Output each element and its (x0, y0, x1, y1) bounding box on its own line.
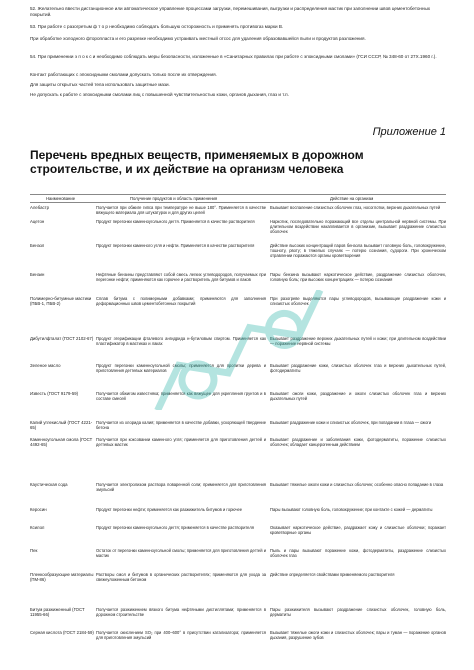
substance-effect: Вызывает воспаление слизистых оболочек глаз, носоглотки, верхних дыхательных путей (270, 205, 441, 210)
substance-use: Продукт перегонки каменного угля и нефти. Применяется в качестве растворителя (96, 243, 255, 248)
substance-effect: Вызывает раздражение кожи и слизистых оболочек, при попадании в глаза — ожоги (270, 420, 432, 425)
substance-use: Продукт этерификации фталевого ангидрида н-бутиловым спиртом. Применяется как пластификатор в мастиках и лаках (96, 336, 266, 347)
substance-name: Битум разжиженный (ГОСТ 11955-66) (30, 607, 85, 618)
substance-name: Калий углекислый (ГОСТ 4221-65) (30, 420, 93, 431)
substance-effect: Вызывает ожоги кожи, раздражение и ожоги слизистых оболочек глаз и верхних дыхательных путей (270, 391, 446, 402)
substance-effect: Вызывает раздражение и заболевания кожи, фотодерматиты, поражение слизистых оболочек; обладает канцерогенным действием (270, 437, 446, 448)
substance-name: Ксилол (30, 525, 45, 530)
substance-name: Бензин (30, 272, 45, 277)
intro-paragraph: При обработке холодного фторопласта и его разрезке необходимо устраивать местный отсос для удаления образовавшейся пыли и продуктов разложения. (30, 36, 366, 41)
appendix-label: Приложение 1 (372, 126, 446, 138)
substance-name: Алебастр (30, 205, 49, 210)
intro-paragraph: 52. Желательно ввести дистанционное или автоматическое управление процессами загрузки, перемешивания, выгрузки и распределения мастик при заполнении швов цементобетонных покрытий. (30, 6, 431, 17)
substance-effect: Пыль и пары вызывают поражение кожи, фотодерматиты, раздражение слизистых оболочек глаз (270, 548, 446, 559)
substance-name: Ацетон (30, 219, 45, 224)
intro-paragraph: Не допускать к работе с эпоксидными смолами лиц с повышенной чувствительностью кожи, органов дыхания, глаз и т.п. (30, 92, 289, 97)
intro-paragraph: Для защиты открытых частей тела использовать защитные мази. (30, 82, 170, 87)
column-header-name: Наименование (46, 196, 76, 201)
substance-use: Получается из хлорида калия; применяется в качестве добавки, ускоряющей твердение бетона (96, 420, 266, 431)
substance-use: Нефтяные бензины представляют собой смесь легких углеводородов, получаемых при перегонке нефти; применяются как горючее и растворитель для битумов и лаков (96, 272, 266, 283)
substance-use: Получается обжигом известняка; применяется как вяжущее для укрепления грунтов и в составе смесей (96, 391, 266, 402)
substance-name: Полимерно-битумные мастики (ПБВ-1, ПБВ-2) (30, 296, 92, 307)
substance-name: Зеленое масло (30, 363, 61, 368)
document-title: Перечень вредных веществ, применяемых в дорожном строительстве, и их действие на организм человека (30, 148, 364, 176)
substance-effect: Действие высоких концентраций паров бензола вызывает головную боль, головокружение, тошноту, рвоту; в тяжелых случаях — потерю сознания, судороги. При хроническом отравлении поражаются органы кроветворения (270, 243, 446, 259)
substance-name: Бензол (30, 243, 45, 248)
substance-effect: Пары разжижителя вызывают раздражение слизистых оболочек, головную боль, дерматиты (270, 607, 446, 618)
substance-name: Дибутилфталат (ГОСТ 2102-67) (30, 336, 94, 341)
column-header-use: Получение продуктов и область применения (130, 196, 218, 201)
substance-use: Получается разжижением вязкого битума нефтяными дистиллятами; применяется в дорожном строительстве (96, 607, 266, 618)
substance-name: Каустическая сода (30, 482, 68, 487)
substance-use: Остаток от перегонки каменноугольной смолы; применяется для приготовления дегтей и мастик (96, 548, 266, 559)
substance-use: Получается электролизом раствора поваренной соли; применяется для приготовления эмульсий (96, 482, 266, 493)
intro-paragraph: 54. При применении э п о к с и необходимо соблюдать меры безопасности, изложенные в «Санитарных правилах при работе с эпоксидными смолами» (ГСИ СССР, № 348-60 от 27Х.1960 г.). (30, 54, 437, 59)
substance-use: Растворы смол и битумов в органических растворителях; применяются для ухода за свежеуложенным бетоном (96, 572, 266, 583)
substance-use: Получается при коксовании каменного угля; применяется для приготовления дегтей и дегтевых мастик (96, 437, 266, 448)
substance-name: Каменноугольная смола (ГОСТ 4492-65) (30, 437, 93, 448)
substance-use: Сплав битума с полимерными добавками; применяются для заполнения деформационных швов цементобетонных покрытий (96, 296, 266, 307)
intro-paragraph: 53. При работе с разогретым ф т о р необходимо соблюдать большую осторожность и применять противогаз марки В. (30, 24, 284, 29)
table-header-rule (30, 202, 446, 203)
substance-name: Керосин (30, 507, 47, 512)
substance-effect: Действие определяется свойствами применяемого растворителя (270, 572, 395, 577)
substance-effect: При разогреве выделяются пары углеводородов, вызывающие раздражение кожи и слизистых оболочек (270, 296, 446, 307)
table-top-rule (30, 194, 446, 195)
substance-use: Продукт перегонки каменноугольного дегтя; применяется в качестве растворителя (96, 525, 254, 530)
substance-effect: Вызывает раздражение верхних дыхательных путей и кожи; при длительном воздействии — поражение нервной системы (270, 336, 446, 347)
substance-effect: Пары бензина вызывают наркотическое действие, раздражение слизистых оболочек, головную боль; при высоких концентрациях — потерю сознания (270, 272, 446, 283)
column-header-effect: Действие на организм (330, 196, 374, 201)
substance-effect: Пары вызывают головную боль, головокружение; при контакте с кожей — дерматиты (270, 507, 433, 512)
substance-use: Получается при обжиге гипса при температуре не выше 180°. Применяется в качестве вяжущего материала для штукатурок и для других целей (96, 205, 266, 216)
substance-use: Продукт перегонки каменноугольного дегтя. Применяется в качестве растворителя (96, 219, 255, 224)
substance-effect: Вызывает тяжелые ожоги кожи и слизистых оболочек; особенно опасно попадание в глаза (270, 482, 444, 487)
substance-use: Продукт перегонки каменноугольной смолы; применяется для пропитки дерева и приготовления дегтевых материалов (96, 363, 266, 374)
substance-name: Пек (30, 548, 38, 553)
substance-use: Продукт перегонки нефти; применяется как разжижитель битумов и горючее (96, 507, 243, 512)
substance-effect: Оказывает наркотическое действие, раздражает кожу и слизистые оболочки; поражает кроветворные органы (270, 525, 446, 536)
substance-name: Известь (ГОСТ 9179-59) (30, 391, 79, 396)
substance-effect: Наркотик, последовательно поражающий все отделы центральной нервной системы. При длительном воздействии накапливается в организме, вызывает раздражение слизистых оболочек (270, 219, 446, 235)
substance-effect: Вызывает раздражение кожи, слизистых оболочек глаз и верхних дыхательных путей, фотодерматиты (270, 363, 446, 374)
substance-name: Серная кислота (ГОСТ 2184-59) (30, 630, 94, 635)
substance-name: Пленкообразующие материалы (ПМ-86) (30, 572, 94, 583)
intro-paragraph: Контакт работающих с эпоксидными смолами допускать только после их отверждения. (30, 72, 217, 77)
substance-effect: Вызывает тяжелые ожоги кожи и слизистых оболочек; пары и туман — поражение органов дыхания, разрушение зубов (270, 630, 446, 641)
substance-use: Получается окислением SO₂ при 400–600° в присутствии катализатора; применяется для приготовления эмульсий (96, 630, 266, 641)
